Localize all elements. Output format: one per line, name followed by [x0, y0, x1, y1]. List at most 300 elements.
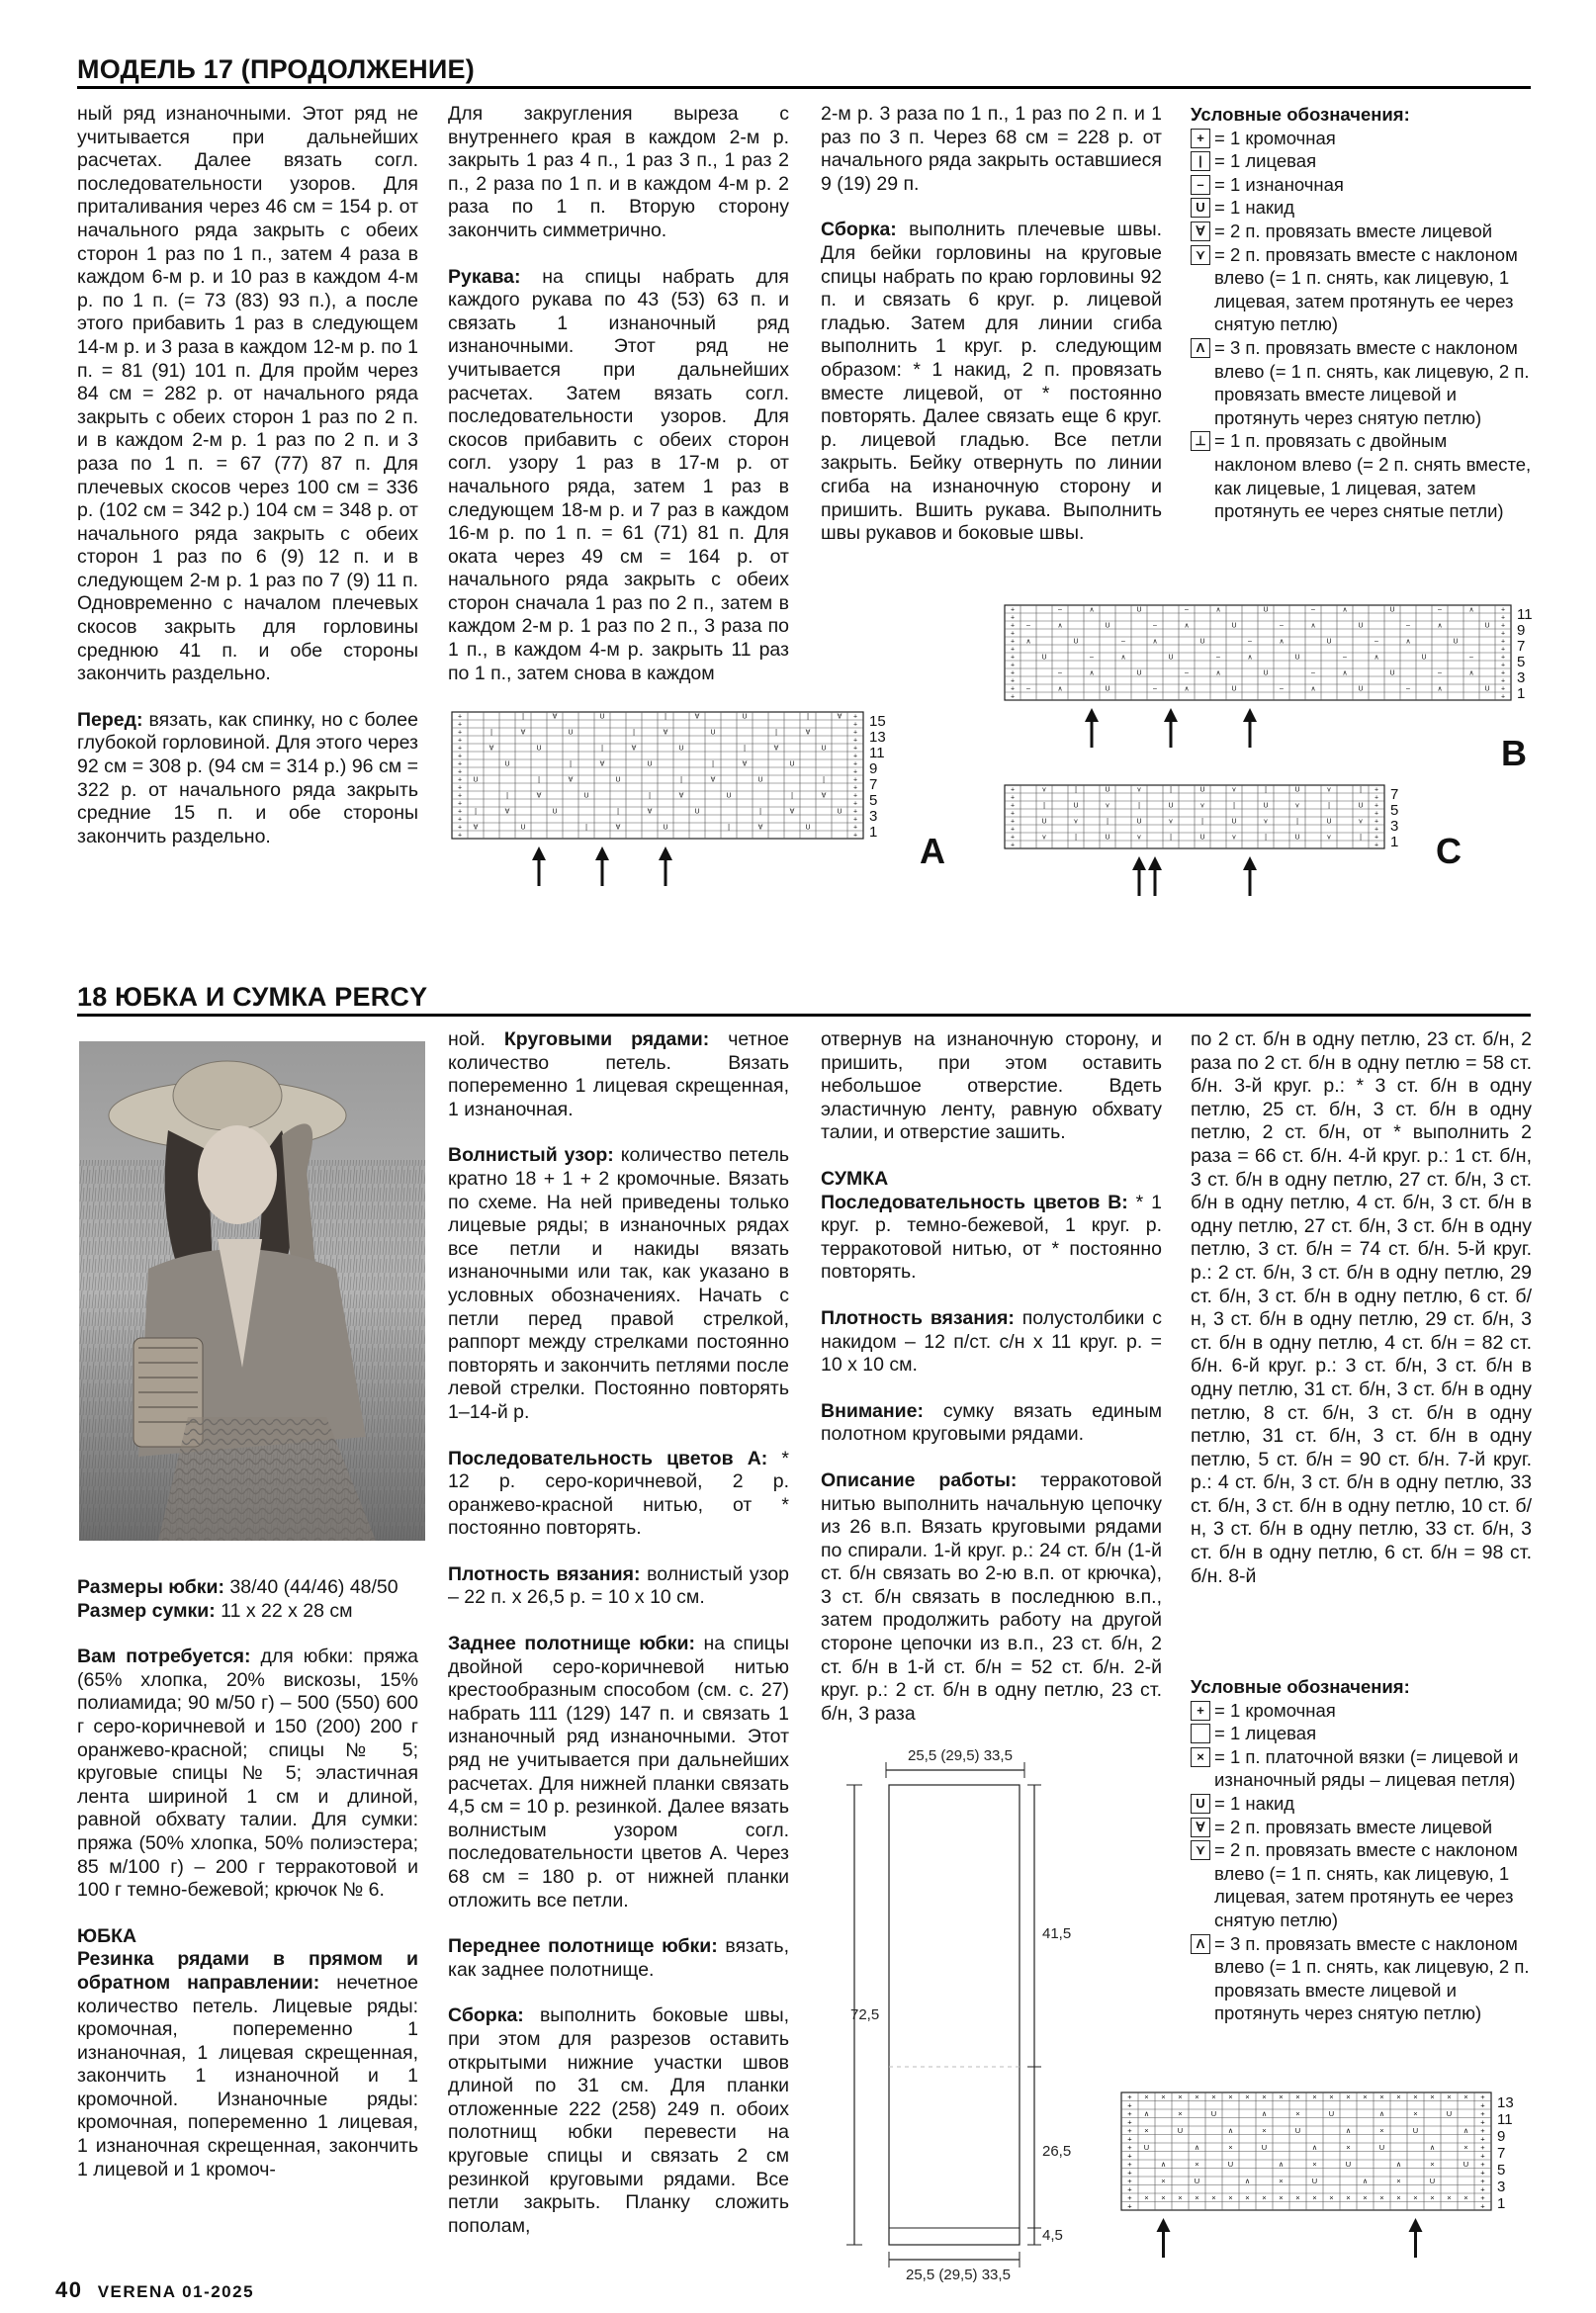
- chart-cell-symbol: ∧: [1468, 606, 1474, 614]
- chart-cell-symbol: ⋎: [1168, 818, 1174, 826]
- chart-cell-symbol: +: [457, 760, 463, 768]
- chart-b-svg: [1001, 601, 1547, 774]
- legend-text: = 1 п. провязать с двойным наклоном влево (= 2 п. снять вместе, как лицевые, 1 лицевая, затем протянуть ее через снятые петли): [1214, 430, 1532, 522]
- assembly-text: выполнить боковые швы, при этом для разрезов оставить открытыми нижние участки швов длиной по 31 см. Для планки отложенные 222 (258) 249 п. обоих полотнищ юбки перевести на круговые спицы и связать 2 см резинкой круговыми рядами. Все петли закрыть. Планку сложить пополам,: [448, 2004, 789, 2237]
- chart-cell-symbol: U: [615, 776, 621, 784]
- chart-cell-symbol: ∀: [710, 776, 716, 784]
- m17-sleeves-paragraph: [448, 266, 789, 686]
- chart-cell-symbol: U: [694, 808, 700, 816]
- legend-text: = 2 п. провязать вместе лицевой: [1214, 220, 1493, 241]
- chart-cell-symbol: ×: [1463, 2092, 1468, 2101]
- m18-materials: [77, 1646, 418, 1903]
- chart-cell-symbol: ×: [1262, 2126, 1267, 2135]
- chart-row-label: 9: [869, 760, 878, 777]
- chart-cell-symbol: +: [1500, 685, 1506, 693]
- back-label: Заднее полотнище юбки:: [448, 1633, 695, 1655]
- bag-title: СУМКА: [821, 1167, 889, 1190]
- m18-column-2: [448, 1028, 789, 2238]
- chart-cell-symbol: +: [852, 729, 858, 737]
- chart-cell-symbol: +: [1480, 2092, 1485, 2101]
- legend-row: [1191, 173, 1532, 197]
- color-b-text: * 1 круг. р. темно-бежевой, 1 круг. р. терракотовой нитью, от * постоянно повторять.: [821, 1191, 1162, 1284]
- chart-cell-symbol: |: [759, 808, 761, 816]
- chart-cell-symbol: +: [1480, 2160, 1485, 2169]
- m17-assembly-label: Сборка:: [821, 219, 897, 241]
- chart-cell-symbol: ∀: [520, 729, 526, 737]
- chart-cell-symbol: U: [1073, 638, 1079, 646]
- attention-text: сумку вязать единым полотном круговыми рядами.: [821, 1399, 1162, 1446]
- chart-cell-symbol: ∀: [805, 729, 811, 737]
- chart-cell-symbol: ∀: [678, 792, 684, 800]
- chart-cell-symbol: U: [1358, 802, 1364, 810]
- chart-cell-symbol: ∧: [1160, 2160, 1167, 2169]
- chart-cell-symbol: U: [1231, 685, 1237, 693]
- chart-cell-symbol: ∧: [1310, 685, 1316, 693]
- chart-cell-symbol: |: [538, 776, 540, 784]
- chart-cell-symbol: U: [1484, 685, 1490, 693]
- m18-bag-density: [821, 1307, 1162, 1378]
- chart-cell-symbol: |: [1233, 802, 1235, 810]
- chart-cell-symbol: ∧: [1279, 638, 1285, 646]
- chart-cell-symbol: ∀: [631, 745, 637, 753]
- legend-text: = 1 лицевая: [1214, 1723, 1317, 1744]
- chart-cell-symbol: ×: [1447, 2193, 1452, 2202]
- chart-cell-symbol: –: [1216, 654, 1220, 662]
- chart-arrow-head-icon: [1243, 708, 1257, 722]
- chart-cell-symbol: ∧: [1311, 2143, 1318, 2152]
- chart-a-svg: [448, 708, 903, 931]
- chart-cell-symbol: +: [1500, 646, 1506, 654]
- chart-cell-symbol: |: [633, 729, 635, 737]
- chart-cell-symbol: |: [1170, 834, 1172, 842]
- chart-cell-symbol: U: [1328, 2109, 1335, 2118]
- chart-cell-symbol: U: [663, 824, 668, 832]
- chart-cell-symbol: –: [1248, 638, 1252, 646]
- chart-cell-symbol: ⋎: [1199, 802, 1205, 810]
- chart-cell-symbol: +: [1010, 786, 1016, 794]
- chart-cell-symbol: ∧: [1120, 654, 1126, 662]
- m18-bag: [821, 1168, 1162, 1285]
- assembly-label: Сборка:: [448, 2004, 524, 2027]
- chart-cell-symbol: +: [457, 776, 463, 784]
- chart-cell-symbol: U: [1261, 2143, 1268, 2152]
- chart-cell-symbol: +: [1010, 638, 1016, 646]
- chart-cell-symbol: +: [1010, 677, 1016, 685]
- chart-cell-symbol: ∧: [1247, 654, 1253, 662]
- chart-cell-symbol: ∀: [568, 776, 574, 784]
- m17-column-1: [77, 103, 418, 848]
- chart-cell-symbol: ⋎: [1326, 786, 1332, 794]
- chart-cell-symbol: ∀: [773, 745, 779, 753]
- m17-sleeves-label: Рукава:: [448, 265, 521, 288]
- chart-cell-symbol: –: [1185, 669, 1189, 677]
- density-label: Плотность вязания:: [448, 1562, 641, 1585]
- chart-cell-symbol: ∧: [1342, 669, 1348, 677]
- description-label: Описание работы:: [821, 1468, 1018, 1491]
- chart-cell-symbol: +: [457, 824, 463, 832]
- m18-color-a: [448, 1448, 789, 1541]
- m18-wave: [448, 1144, 789, 1424]
- chart-cell-symbol: U: [821, 745, 827, 753]
- chart-row-label: 13: [869, 729, 886, 746]
- chart-c: [1001, 781, 1436, 925]
- chart-cell-symbol: ∀: [694, 713, 700, 721]
- chart-cell-symbol: U: [1199, 638, 1205, 646]
- chart-cell-symbol: +: [852, 721, 858, 729]
- chart-cell-symbol: ⋎: [1294, 802, 1300, 810]
- chart-cell-symbol: +: [1127, 2160, 1132, 2169]
- chart-cell-symbol: ×: [1178, 2109, 1183, 2118]
- chart-arrow-head-icon: [1157, 2218, 1171, 2232]
- chart-cell-symbol: |: [791, 792, 793, 800]
- chart-cell-symbol: ×: [1144, 2193, 1149, 2202]
- chart-cell-symbol: U: [1294, 654, 1300, 662]
- chart-cell-symbol: +: [1374, 842, 1379, 849]
- chart-cell-symbol: |: [522, 713, 524, 721]
- chart-cell-symbol: +: [1010, 842, 1016, 849]
- page-footer: [55, 2277, 254, 2303]
- chart-cell-symbol: ×: [1379, 2126, 1384, 2135]
- chart-cell-symbol: ×: [1396, 2193, 1401, 2202]
- chart-cell-symbol: +: [852, 713, 858, 721]
- chart-cell-symbol: –: [1469, 654, 1473, 662]
- chart-cell-symbol: ×: [1279, 2193, 1284, 2202]
- chart-cell-symbol: ×: [1178, 2092, 1183, 2101]
- chart-cell-symbol: ∀: [552, 713, 558, 721]
- chart-cell-symbol: –: [1280, 685, 1284, 693]
- chart-cell-symbol: ×: [1329, 2193, 1334, 2202]
- chart-cell-symbol: +: [852, 832, 858, 840]
- chart-cell-symbol: +: [1127, 2184, 1132, 2194]
- chart-cell-symbol: ⋎: [1073, 818, 1079, 826]
- chart-cell-symbol: ×: [1379, 2193, 1384, 2202]
- chart-cell-symbol: –: [1311, 669, 1315, 677]
- chart-cell-symbol: U: [1389, 606, 1395, 614]
- chart-cell-symbol: U: [1358, 622, 1364, 630]
- chart-cell-symbol: ∧: [1244, 2177, 1251, 2185]
- chart-cell-symbol: +: [852, 824, 858, 832]
- chart-cell-symbol: +: [1480, 2168, 1485, 2178]
- chart-row-label: 3: [869, 808, 878, 825]
- chart-cell-symbol: |: [1043, 802, 1045, 810]
- chart-cell-symbol: U: [1105, 685, 1110, 693]
- chart-cell-symbol: +: [1374, 802, 1379, 810]
- chart-cell-symbol: +: [1127, 2100, 1132, 2110]
- legend-symbol-icon: +: [1191, 1701, 1210, 1721]
- chart-cell-symbol: ×: [1161, 2177, 1166, 2185]
- chart-arrow-head-icon: [1164, 708, 1178, 722]
- rib-label: Резинка рядами в прямом и обратном направлении:: [77, 1948, 418, 1994]
- chart-cell-symbol: U: [742, 713, 748, 721]
- schem-total: 72,5: [850, 2006, 880, 2023]
- sizes-skirt-label: Размеры юбки:: [77, 1576, 224, 1598]
- schem-top: 25,5 (29,5) 33,5: [908, 1747, 1013, 1764]
- chart-cell-symbol: +: [1500, 654, 1506, 662]
- m17-front-paragraph: [77, 709, 418, 849]
- chart-cell-symbol: U: [1389, 669, 1395, 677]
- chart-cell-symbol: ⋎: [1041, 834, 1047, 842]
- chart-cell-symbol: +: [1010, 794, 1016, 802]
- m18-skirt: [77, 1925, 418, 2182]
- chart-cell-symbol: ∧: [1215, 606, 1221, 614]
- chart-cell-symbol: +: [1480, 2193, 1485, 2202]
- chart-cell-symbol: |: [1360, 834, 1362, 842]
- chart-cell-symbol: ∧: [1227, 2126, 1234, 2135]
- chart-cell-symbol: ×: [1195, 2092, 1199, 2101]
- bag-density-label: Плотность вязания:: [821, 1306, 1015, 1329]
- chart-cell-symbol: U: [1136, 669, 1142, 677]
- legend-row: [1191, 1699, 1532, 1723]
- chart-cell-symbol: –: [1438, 669, 1442, 677]
- m18-column-4: [1191, 1028, 1532, 1588]
- chart-cell-symbol: ×: [1413, 2109, 1418, 2118]
- skirt-schematic: [837, 1740, 1074, 2289]
- chart-cell-symbol: U: [837, 808, 842, 816]
- chart-cell-symbol: ×: [1228, 2143, 1233, 2152]
- chart-cell-symbol: –: [1311, 606, 1315, 614]
- m18-legend: [1191, 1675, 1532, 2025]
- chart-cell-symbol: U: [726, 792, 732, 800]
- chart-row-label: 11: [1517, 606, 1533, 623]
- m18-attention: [821, 1400, 1162, 1447]
- skirt-schematic-svg: [837, 1740, 1074, 2284]
- attention-label: Внимание:: [821, 1399, 924, 1422]
- circ-label: Круговыми рядами:: [503, 1028, 710, 1050]
- chart-cell-symbol: ×: [1195, 2193, 1199, 2202]
- chart-cell-symbol: ×: [1346, 2092, 1351, 2101]
- chart-cell-symbol: U: [1227, 2160, 1234, 2169]
- chart-cell-symbol: +: [1500, 662, 1506, 669]
- chart-cell-symbol: U: [1177, 2126, 1184, 2135]
- chart-cell-symbol: U: [1421, 654, 1427, 662]
- chart-cell-symbol: U: [1412, 2126, 1419, 2135]
- chart-cell-symbol: |: [1107, 818, 1108, 826]
- chart-cell-symbol: +: [457, 753, 463, 760]
- chart-row-label: 15: [869, 713, 886, 730]
- chart-row-label: 3: [1390, 818, 1399, 835]
- chart-cell-symbol: –: [1058, 606, 1062, 614]
- m18-legend-title: Условные обозначения:: [1191, 1676, 1410, 1697]
- chart-cell-symbol: ∀: [789, 808, 795, 816]
- chart-cell-symbol: +: [457, 808, 463, 816]
- chart-cell-symbol: +: [852, 745, 858, 753]
- chart-cell-symbol: +: [457, 737, 463, 745]
- m18-circular: [448, 1028, 789, 1121]
- chart-cell-symbol: ×: [1295, 2092, 1300, 2101]
- materials-text: для юбки: пряжа (65% хлопка, 20% вискозы, 15% полиамида; 90 м/50 г) – 500 (550) 600 г серо-коричневой и 150 (200) 200 г оранжево-красной; спицы № 5; круговые спицы № 5; эластичная лента шириной 1 см и длиной, равной обхвату талии. Для сумки: пряжа (50% хлопка, 50% полиэстера; 85 м/100 г) – 200 г терракотовой и 100 г темно-бежевой; крючок № 6.: [77, 1646, 419, 1902]
- chart-cell-symbol: +: [1480, 2117, 1485, 2127]
- m18-legend-rows: [1191, 1699, 1532, 2025]
- chart-cell-symbol: U: [1136, 606, 1142, 614]
- chart-cell-symbol: +: [457, 784, 463, 792]
- chart-cell-symbol: +: [1480, 2151, 1485, 2161]
- chart-row-label: 7: [1390, 786, 1399, 803]
- chart-cell-symbol: +: [1127, 2168, 1132, 2178]
- chart-b: [1001, 601, 1547, 779]
- chart-row-label: 1: [1390, 834, 1399, 850]
- chart-cell-symbol: U: [1263, 606, 1269, 614]
- chart-cell-symbol: |: [728, 824, 730, 832]
- chart-cell-symbol: U: [568, 729, 574, 737]
- legend-symbol-icon: +: [1191, 129, 1210, 148]
- chart-cell-symbol: ∧: [1437, 622, 1443, 630]
- chart-cell-symbol: |: [490, 729, 492, 737]
- chart-cell-symbol: U: [1168, 802, 1174, 810]
- chart-cell-symbol: |: [665, 713, 666, 721]
- skirt-title: ЮБКА: [77, 1924, 137, 1947]
- chart-cell-symbol: U: [1326, 818, 1332, 826]
- chart-cell-symbol: ∧: [1143, 2109, 1150, 2118]
- chart-a: [448, 708, 903, 935]
- legend-symbol-icon: –: [1191, 175, 1210, 195]
- chart-cell-symbol: ∧: [1342, 606, 1348, 614]
- chart-cell-symbol: ×: [1178, 2193, 1183, 2202]
- chart-cell-symbol: +: [1500, 622, 1506, 630]
- legend-row: [1191, 243, 1532, 336]
- chart-cell-symbol: +: [1480, 2201, 1485, 2211]
- chart-cell-symbol: +: [1374, 794, 1379, 802]
- chart-cell-symbol: U: [504, 760, 510, 768]
- chart-cell-symbol: |: [1328, 802, 1330, 810]
- chart-cell-symbol: –: [1406, 622, 1410, 630]
- chart-cell-symbol: ∀: [742, 760, 748, 768]
- chart-cell-symbol: +: [852, 800, 858, 808]
- chart-cell-symbol: U: [1453, 638, 1459, 646]
- chart-cell-symbol: U: [1263, 669, 1269, 677]
- legend-text: = 1 изнаночная: [1214, 173, 1344, 195]
- chart-cell-symbol: +: [1010, 606, 1016, 614]
- legend-row: [1191, 1722, 1532, 1745]
- chart-cell-symbol: |: [585, 824, 587, 832]
- chart-cell-symbol: +: [457, 800, 463, 808]
- m18-front-panel: [448, 1935, 789, 1982]
- chart-cell-symbol: +: [1500, 677, 1506, 685]
- m18-column-3: [821, 1028, 1162, 1726]
- legend-symbol-icon: U: [1191, 198, 1210, 218]
- chart-cell-symbol: U: [678, 745, 684, 753]
- legend-text: = 2 п. провязать вместе с наклоном влево (= 1 п. снять, как лицевую, 1 лицевая, затем протянуть ее через снятую петлю): [1214, 1839, 1518, 1930]
- chart-cell-symbol: ∧: [1362, 2177, 1369, 2185]
- chart-cell-symbol: ∧: [1261, 2109, 1268, 2118]
- chart-cell-symbol: ×: [1279, 2092, 1284, 2101]
- circ-prefix: ной.: [448, 1028, 504, 1050]
- chart-cell-symbol: +: [1127, 2193, 1132, 2202]
- legend-symbol-icon: |: [1191, 151, 1210, 171]
- chart-cell-symbol: |: [1360, 786, 1362, 794]
- chart-cell-symbol: U: [710, 729, 716, 737]
- chart-cell-symbol: +: [1010, 614, 1016, 622]
- chart-cell-symbol: ∧: [1184, 622, 1190, 630]
- chart-cell-symbol: +: [852, 792, 858, 800]
- chart-cell-symbol: +: [1500, 606, 1506, 614]
- sizes-skirt-value: 38/40 (44/46) 48/50: [223, 1576, 399, 1598]
- chart-cell-symbol: ×: [1346, 2143, 1351, 2152]
- m17-front-label: Перед:: [77, 708, 143, 731]
- chart-cell-symbol: +: [1374, 810, 1379, 818]
- chart-cell-symbol: ×: [1463, 2193, 1468, 2202]
- chart-cell-symbol: ∧: [1057, 685, 1063, 693]
- chart-cell-symbol: |: [712, 760, 714, 768]
- chart-cell-symbol: ×: [1379, 2092, 1384, 2101]
- m18-sizes: [77, 1576, 418, 1623]
- chart-cell-symbol: +: [1010, 685, 1016, 693]
- chart-cell-symbol: +: [1010, 630, 1016, 638]
- chart-cell-symbol: –: [1121, 638, 1125, 646]
- chart-row-label: 7: [1517, 638, 1526, 655]
- chart-cell-symbol: |: [1296, 818, 1298, 826]
- legend-symbol-icon: ×: [1191, 1747, 1210, 1767]
- chart-cell-symbol: –: [1343, 654, 1347, 662]
- chart-cell-symbol: ∧: [1395, 2160, 1402, 2169]
- legend-row: [1191, 196, 1532, 220]
- chart-c-svg: [1001, 781, 1436, 920]
- chart-cell-symbol: +: [457, 713, 463, 721]
- chart-row-label: 7: [1497, 2145, 1506, 2162]
- chart-cell-symbol: ×: [1144, 2092, 1149, 2101]
- density-text: волнистый узор – 22 п. х 26,5 р. = 10 х 10 см.: [448, 1562, 789, 1609]
- legend-row: [1191, 127, 1532, 150]
- chart-cell-symbol: +: [1127, 2134, 1132, 2144]
- chart-cell-symbol: U: [1105, 834, 1110, 842]
- chart-cell-symbol: +: [457, 816, 463, 824]
- chart-cell-symbol: ∧: [1374, 654, 1379, 662]
- model-photo: [79, 1041, 425, 1541]
- chart-cell-symbol: +: [1010, 622, 1016, 630]
- chart-row-label: 5: [1517, 654, 1526, 670]
- chart-cell-symbol: U: [1378, 2143, 1385, 2152]
- chart-cell-symbol: ×: [1245, 2092, 1250, 2101]
- chart-cell-symbol: ∧: [1278, 2160, 1285, 2169]
- chart-cell-symbol: |: [475, 808, 477, 816]
- chart-cell-symbol: ×: [1396, 2092, 1401, 2101]
- chart-cell-symbol: ∧: [1429, 2143, 1436, 2152]
- chart-cell-symbol: +: [1500, 614, 1506, 622]
- chart-cell-symbol: ×: [1279, 2177, 1284, 2185]
- legend-row: [1191, 220, 1532, 243]
- chart-cell-symbol: ×: [1195, 2160, 1199, 2169]
- chart-row-label: 5: [1497, 2162, 1506, 2179]
- chart-cell-symbol: ∀: [615, 824, 621, 832]
- chart-cell-symbol: U: [1210, 2109, 1217, 2118]
- legend-symbol-icon: ∀: [1191, 1818, 1210, 1837]
- legend-row: [1191, 1792, 1532, 1816]
- chart-cell-symbol: +: [1127, 2092, 1132, 2101]
- chart-cell-symbol: ∀: [536, 792, 542, 800]
- chart-cell-symbol: U: [1484, 622, 1490, 630]
- chart-cell-symbol: ⋎: [1231, 834, 1237, 842]
- chart-cell-symbol: –: [1153, 622, 1157, 630]
- chart-cell-symbol: U: [1326, 638, 1332, 646]
- schem-upper: 41,5: [1042, 1925, 1072, 1942]
- chart-cell-symbol: +: [1500, 669, 1506, 677]
- chart-cell-symbol: ∧: [1345, 2126, 1352, 2135]
- chart-cell-symbol: ⋎: [1041, 786, 1047, 794]
- m17-legend: [1191, 103, 1532, 523]
- chart-cell-symbol: U: [1105, 786, 1110, 794]
- chart-cell-symbol: ∧: [1378, 2109, 1385, 2118]
- chart-cell-symbol: U: [1345, 2160, 1352, 2169]
- m17-assembly-text: выполнить плечевые швы. Для бейки горловины на круговые спицы набрать по краю горловины 92 п. и связать 6 круг. р. лицевой гладью. Затем для линии сгиба выполнить 1 круг. р. следующим образом: * 1 накид, 2 п. провязать вместе лицевой, от * постоянно повторять. Далее связать еще 6 круг. р. лицевой гладью. Все петли закрыть. Бейку отвернуть по линии сгиба на изнаночную сторону и пришить. Вшить рукава. Выполнить швы рукавов и боковые швы.: [821, 219, 1162, 545]
- legend-symbol-icon: Λ: [1191, 338, 1210, 358]
- chart-cell-symbol: +: [1010, 810, 1016, 818]
- chart-row-label: 5: [1390, 802, 1399, 819]
- chart-cell-symbol: U: [1136, 818, 1142, 826]
- chart-cell-symbol: ×: [1312, 2160, 1317, 2169]
- chart-cell-symbol: |: [506, 792, 508, 800]
- chart-cell-symbol: +: [1127, 2126, 1132, 2135]
- chart-cell-symbol: ∧: [1089, 606, 1095, 614]
- chart-cell-symbol: |: [570, 760, 572, 768]
